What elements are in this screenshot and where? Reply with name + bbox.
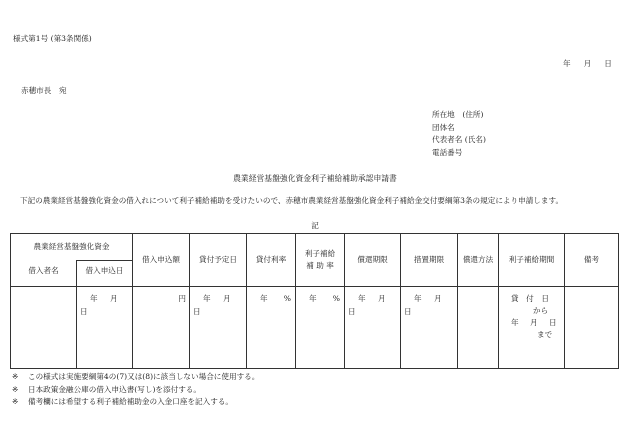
date-year-label: 年: [563, 59, 571, 68]
header-repayment-deadline: 償還期限: [345, 234, 401, 287]
cell-amount[interactable]: 円: [133, 287, 190, 369]
cell-repayment-method[interactable]: [458, 287, 499, 369]
cell-subsidy-period[interactable]: 貸 付 日 から 年 月 日 まで: [499, 287, 565, 369]
header-grace-deadline: 措置期限: [401, 234, 458, 287]
cell-repayment-deadline[interactable]: 年 月 日: [345, 287, 401, 369]
header-loan-date: 貸付予定日: [190, 234, 247, 287]
header-subsidy-rate-line2: 補 助 率: [306, 260, 334, 270]
header-repayment-method: 償還方法: [458, 234, 499, 287]
header-rate: 貸付利率: [247, 234, 296, 287]
cell-subsidy-rate[interactable]: 年 %: [296, 287, 345, 369]
applicant-phone-label: 電話番号: [432, 148, 463, 157]
group-header: 農業経営基盤強化資金: [11, 234, 133, 261]
cell-grace-deadline[interactable]: 年 月 日: [401, 287, 458, 369]
note-item: ※ この様式は実施要綱第4の(7)又は(8)に該当しない場合に使用する。: [12, 372, 260, 381]
applicant-address-label: 所在地 (住所): [432, 110, 484, 119]
cell-remarks[interactable]: [565, 287, 619, 369]
header-borrower: 借入者名: [11, 261, 77, 287]
form-number: 様式第1号 (第3条関係): [13, 34, 92, 43]
cell-borrow-date[interactable]: 年 月 日: [77, 287, 133, 369]
recipient: 赤穂市長 宛: [21, 86, 67, 95]
ki-heading: 記: [311, 221, 319, 230]
intro-text: 下記の農業経営基盤強化資金の借入れについて利子補給補助を受けたいので、赤穂市農業経営基盤強化資金利子補給金交付要綱第3条の規定により申請します。: [20, 196, 564, 205]
header-subsidy-period: 利子補給期間: [499, 234, 565, 287]
date-month-label: 月: [583, 59, 592, 68]
cell-borrower[interactable]: [11, 287, 77, 369]
document-title: 農業経営基盤強化資金利子補給補助承認申請書: [233, 174, 397, 183]
application-table: [10, 233, 619, 369]
cell-rate[interactable]: 年 %: [247, 287, 296, 369]
date-day-label: 日: [604, 59, 612, 68]
applicant-organization-label: 団体名: [432, 123, 455, 132]
notes: [12, 371, 259, 409]
submission-date: [563, 60, 612, 68]
note-item: ※ 備考欄には希望する利子補給補助金の入金口座を記入する。: [12, 397, 234, 406]
header-amount: 借入申込額: [133, 234, 190, 287]
note-item: ※ 日本政策金融公庫の借入申込書(写し)を添付する。: [12, 384, 201, 394]
cell-loan-date[interactable]: 年 月 日: [190, 287, 247, 369]
header-borrow-date: 借入申込日: [77, 261, 133, 287]
applicant-representative-label: 代表者名 (氏名): [432, 135, 486, 144]
header-remarks: 備考: [565, 234, 619, 287]
header-subsidy-rate: [296, 234, 345, 287]
header-subsidy-rate-line1: 利子補給: [304, 249, 336, 259]
